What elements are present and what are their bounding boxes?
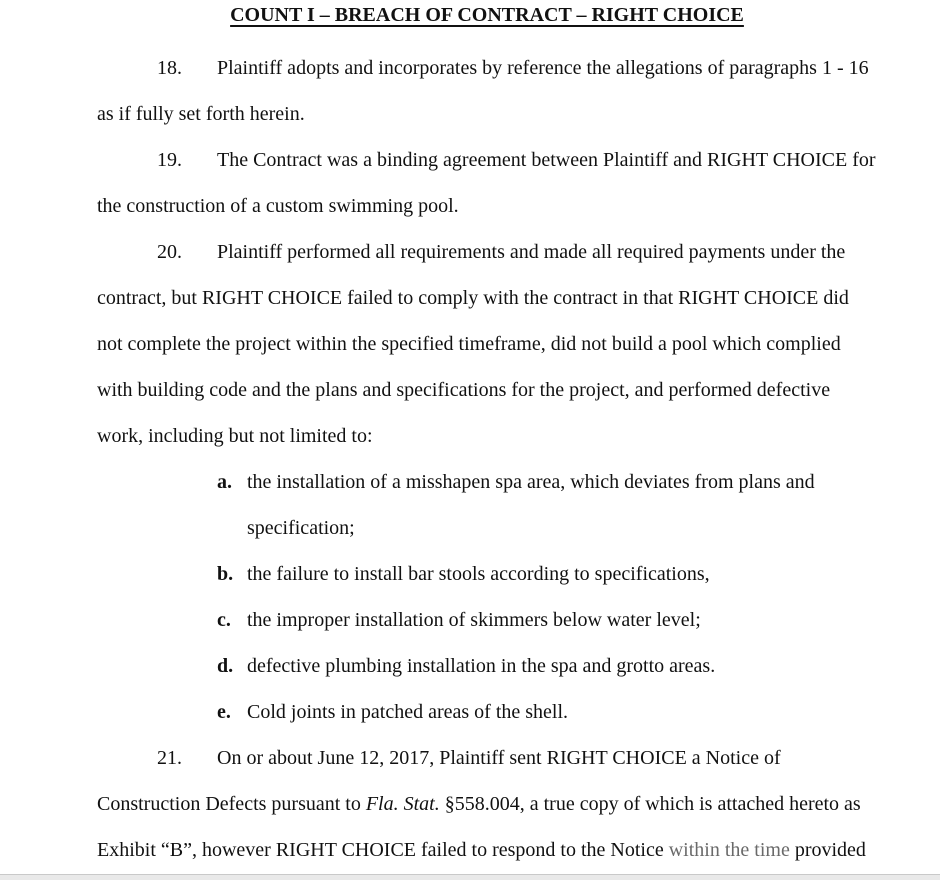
paragraph-18-text: Plaintiff adopts and incorporates by reference the allegations of paragraphs 1 - 16 as if fully set forth herein.	[97, 57, 869, 125]
paragraph-21	[97, 735, 877, 873]
list-item	[217, 643, 877, 689]
list-item	[217, 689, 877, 735]
paragraph-20-text: Plaintiff performed all requirements and made all required payments under the contract, but RIGHT CHOICE failed to comply with the contract in that RIGHT CHOICE did not complete the project within the specified timeframe, did not build a pool which complied with building code and the plans and specifications for the project, and performed defective work, including but not limited to:	[97, 241, 849, 447]
list-item	[217, 597, 877, 643]
defect-list	[97, 459, 877, 735]
paragraph-19	[97, 137, 877, 229]
list-item-b-marker: b.	[217, 563, 234, 585]
page-bottom-bar	[0, 874, 940, 880]
paragraph-21-text-part2: §558.004, a true copy of which is attached hereto as Exhibit “B”, however RIGHT CHOICE failed to respond to the Notice	[97, 793, 861, 861]
paragraph-21-number: 21.	[157, 747, 182, 769]
list-item-a-marker: a.	[217, 471, 232, 493]
paragraph-21-text-faded: within the time	[668, 839, 790, 861]
paragraph-18-number: 18.	[157, 57, 182, 79]
list-item-d-marker: d.	[217, 655, 234, 677]
list-item	[217, 459, 877, 551]
list-item-c-text: the improper installation of skimmers below water level;	[247, 609, 701, 631]
list-item-e-text: Cold joints in patched areas of the shell.	[247, 701, 569, 723]
list-item-b-text: the failure to install bar stools according to specifications,	[247, 563, 710, 585]
paragraph-21-text-part1: On or about June 12, 2017, Plaintiff sent RIGHT CHOICE a Notice of Construction Defects pursuant to	[97, 747, 781, 815]
list-item-a-text: the installation of a misshapen spa area, which deviates from plans and specification;	[247, 471, 815, 539]
statute-citation: Fla. Stat.	[365, 793, 440, 815]
document-body	[97, 45, 877, 873]
list-item-e-marker: e.	[217, 701, 231, 723]
list-item	[217, 551, 877, 597]
list-item-d-text: defective plumbing installation in the spa and grotto areas.	[247, 655, 716, 677]
list-item-c-marker: c.	[217, 609, 231, 631]
paragraph-21-text-part3: provided	[789, 839, 866, 861]
paragraph-20	[97, 229, 877, 459]
paragraph-19-number: 19.	[157, 149, 182, 171]
paragraph-19-text: The Contract was a binding agreement between Plaintiff and RIGHT CHOICE for the construction of a custom swimming pool.	[97, 149, 876, 217]
count-heading: COUNT I – BREACH OF CONTRACT – RIGHT CHOICE	[230, 4, 744, 26]
paragraph-18	[97, 45, 877, 137]
paragraph-20-number: 20.	[157, 241, 182, 263]
